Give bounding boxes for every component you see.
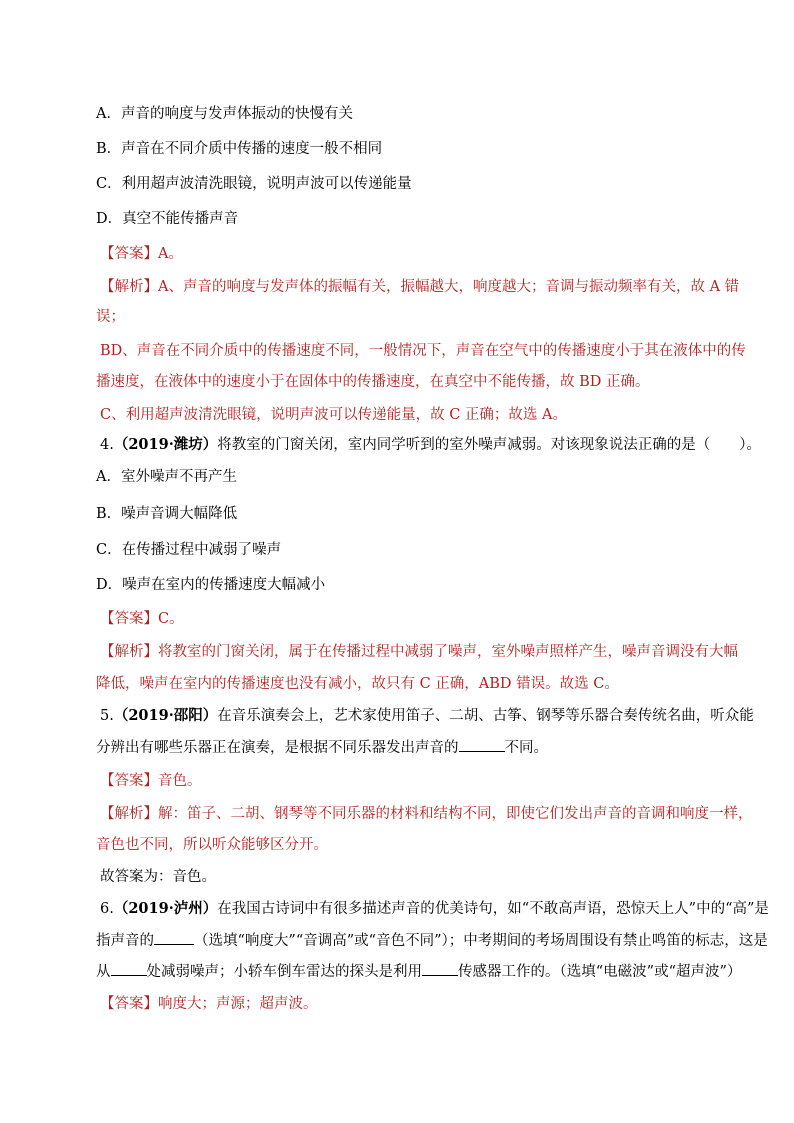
question-text: 指声音的 bbox=[96, 933, 154, 949]
answer-tag: 【答案】 bbox=[100, 611, 158, 627]
analysis-tag: 【解析】 bbox=[100, 644, 158, 660]
answer-text: C。 bbox=[158, 611, 184, 627]
q5-analysis-line-1 bbox=[100, 803, 753, 825]
question-text: 从 bbox=[96, 964, 111, 980]
question-source: （2019·邵阳） bbox=[113, 707, 218, 724]
q3-answer bbox=[100, 243, 183, 265]
question-source: （2019·泸州） bbox=[113, 900, 218, 917]
answer-text: 音色。 bbox=[158, 773, 202, 789]
q6-stem-line-1 bbox=[100, 898, 769, 920]
q6-stem-line-3 bbox=[96, 961, 741, 983]
q5-stem-line-2 bbox=[96, 737, 548, 759]
q3-analysis-line-5: C、利用超声波清洗眼镜，说明声波可以传递能量，故 C 正确；故选 A。 bbox=[100, 407, 567, 423]
q3-analysis-line-4: 播速度，在液体中的速度小于在固体中的传播速度，在真空中不能传播，故 BD 正确。 bbox=[96, 374, 650, 390]
q4-option-a: A．室外噪声不再产生 bbox=[96, 469, 237, 485]
fill-blank bbox=[111, 961, 147, 976]
question-text: 传感器工作的。（选填“电磁波”或“超声波”） bbox=[458, 964, 742, 980]
fill-blank bbox=[459, 737, 505, 752]
analysis-tag: 【解析】 bbox=[100, 806, 158, 822]
question-text: 在音乐演奏会上，艺术家使用笛子、二胡、古筝、钢琴等乐器合奏传统名曲，听众能 bbox=[217, 708, 754, 724]
q5-stem-line-1 bbox=[100, 705, 754, 727]
answer-text: 响度大；声源；超声波。 bbox=[158, 996, 318, 1012]
q3-analysis-line-2: 误； bbox=[96, 309, 125, 325]
q4-option-d: D．噪声在室内的传播速度大幅减小 bbox=[96, 577, 326, 593]
q6-stem-line-2 bbox=[96, 930, 768, 952]
answer-tag: 【答案】 bbox=[100, 773, 158, 789]
question-text: 处减弱噪声；小轿车倒车雷达的探头是利用 bbox=[146, 964, 422, 980]
q4-analysis-line-2: 降低，噪声在室内的传播速度也没有减小，故只有 C 正确，ABD 错误。故选 C。 bbox=[96, 676, 619, 692]
analysis-text: A、声音的响度与发声体的振幅有关，振幅越大，响度越大；音调与振动频率有关，故 A 错 bbox=[158, 279, 740, 295]
analysis-tag: 【解析】 bbox=[100, 279, 158, 295]
q4-stem bbox=[100, 434, 761, 456]
q3-option-a: A．声音的响度与发声体振动的快慢有关 bbox=[96, 106, 353, 122]
q5-final-answer: 故答案为：音色。 bbox=[100, 869, 216, 885]
q5-analysis-line-2: 音色也不同，所以听众能够区分开。 bbox=[96, 837, 328, 853]
question-text: 将教室的门窗关闭，室内同学听到的室外噪声减弱。对该现象说法正确的是（ ）。 bbox=[217, 437, 761, 453]
q6-answer bbox=[100, 993, 318, 1015]
analysis-text: 将教室的门窗关闭，属于在传播过程中减弱了噪声，室外噪声照样产生，噪声音调没有大幅 bbox=[158, 644, 738, 660]
answer-tag: 【答案】 bbox=[100, 246, 158, 262]
q3-analysis-line-3: BD、声音在不同介质中的传播速度不同，一般情况下，声音在空气中的传播速度小于其在液体中的传 bbox=[100, 343, 746, 359]
question-number: 5. bbox=[100, 708, 114, 724]
question-text: 在我国古诗词中有很多描述声音的优美诗句，如“不敢高声语，恐惊天上人”中的“高”是 bbox=[217, 901, 769, 917]
fill-blank bbox=[154, 930, 194, 945]
q4-answer bbox=[100, 608, 184, 630]
q3-analysis-line-1 bbox=[100, 276, 739, 298]
question-text: 不同。 bbox=[504, 740, 548, 756]
q3-option-b: B．声音在不同介质中传播的速度一般不相同 bbox=[96, 141, 383, 157]
q4-analysis-line-1 bbox=[100, 641, 738, 663]
question-text: （选填“响度大”“音调高”或“音色不同”）；中考期间的考场周围设有禁止鸣笛的标志，这是 bbox=[194, 933, 768, 949]
q4-option-c: C．在传播过程中减弱了噪声 bbox=[96, 542, 282, 558]
q3-option-c: C．利用超声波清洗眼镜，说明声波可以传递能量 bbox=[96, 176, 412, 192]
analysis-text: 解：笛子、二胡、钢琴等不同乐器的材料和结构不同，即使它们发出声音的音调和响度一样， bbox=[158, 806, 753, 822]
question-number: 4. bbox=[100, 437, 114, 453]
fill-blank bbox=[422, 961, 458, 976]
q5-answer bbox=[100, 770, 202, 792]
q3-option-d: D．真空不能传播声音 bbox=[96, 211, 239, 227]
question-source: （2019·潍坊） bbox=[113, 436, 218, 453]
question-text: 分辨出有哪些乐器正在演奏，是根据不同乐器发出声音的 bbox=[96, 740, 459, 756]
answer-text: A。 bbox=[158, 246, 183, 262]
q4-option-b: B．噪声音调大幅降低 bbox=[96, 506, 238, 522]
question-number: 6. bbox=[100, 901, 114, 917]
answer-tag: 【答案】 bbox=[100, 996, 158, 1012]
